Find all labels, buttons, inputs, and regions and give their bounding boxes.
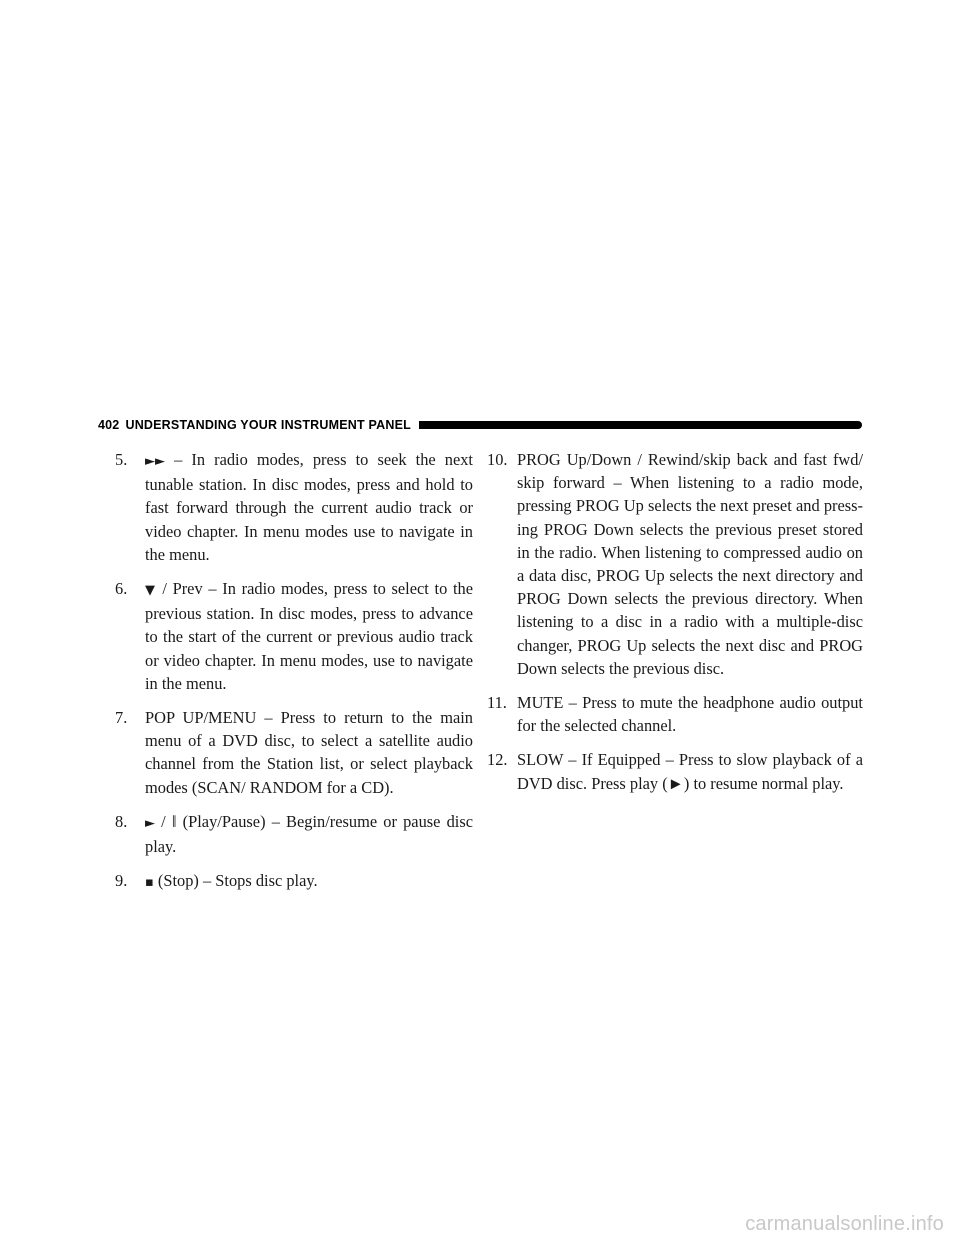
list-item xyxy=(115,810,473,858)
watermark: carmanualsonline.info xyxy=(745,1213,944,1235)
item-text: – In radio modes, press to seek the next tunable station. In disc modes, press and hold to fast forward through the current audio track or video chapter. In menu modes use to navigate in the menu. xyxy=(145,450,473,564)
item-number: 8. xyxy=(115,811,128,831)
list-item xyxy=(487,748,863,794)
page-header xyxy=(98,418,862,432)
list-item xyxy=(115,577,473,695)
item-number: 5. xyxy=(115,450,128,469)
down-arrow-icon: ▼ xyxy=(145,583,157,599)
list-item xyxy=(487,448,863,680)
list-item xyxy=(115,706,473,799)
item-number: 10. xyxy=(487,450,508,469)
item-text: (Stop) – Stops disc play. xyxy=(153,871,318,891)
right-column xyxy=(487,448,863,806)
header-rule xyxy=(419,421,862,429)
item-text: POP UP/MENU – Press to return to the main menu of a DVD disc, to select a satellite audio channel from the Station list, or select playback modes (SCAN/ RANDOM for a CD). xyxy=(145,708,473,797)
item-text: / ‖ (Play/Pause) – Begin/resume or pause disc play. xyxy=(145,811,473,857)
section-title: UNDERSTANDING YOUR INSTRUMENT PANEL xyxy=(125,418,411,432)
list-item xyxy=(115,869,473,894)
item-number: 12. xyxy=(487,750,508,770)
item-text: MUTE – Press to mute the headphone audio output for the selected channel. xyxy=(517,693,863,736)
item-text: PROG Up/Down / Rewind/skip back and fast fwd/ skip forward – When listening to a radio mode, pressing PROG Up selects the next preset and press- ing PROG Down selects the previous preset stored in the radio. When listening to compressed audio on a data disc, PROG Up selects the next directory and PROG Down selects the previous directory. When listening to a disc in a radio with a multiple-disc changer, PROG Up selects the next disc and PROG Down selects the previous disc. xyxy=(517,450,863,678)
item-text: / Prev – In radio modes, press to select to the previous station. In disc modes, press to advance to the start of the current or previous audio track or video chapter. In menu modes, use to navigate in the menu. xyxy=(145,579,474,693)
item-number: 11. xyxy=(487,693,507,713)
item-number: 6. xyxy=(115,579,128,599)
left-column xyxy=(115,448,473,905)
item-number: 7. xyxy=(115,708,128,728)
stop-icon: ▪ xyxy=(145,875,154,891)
fast-forward-icon: ►► xyxy=(145,454,165,469)
list-item xyxy=(487,691,863,737)
page-number: 402 xyxy=(98,418,120,432)
list-item xyxy=(115,448,473,566)
item-text: SLOW – If Equipped – Press to slow playback of a DVD disc. Press play (►) to resume normal play. xyxy=(517,750,863,793)
play-icon: ► xyxy=(145,815,155,831)
item-number: 9. xyxy=(115,871,128,891)
